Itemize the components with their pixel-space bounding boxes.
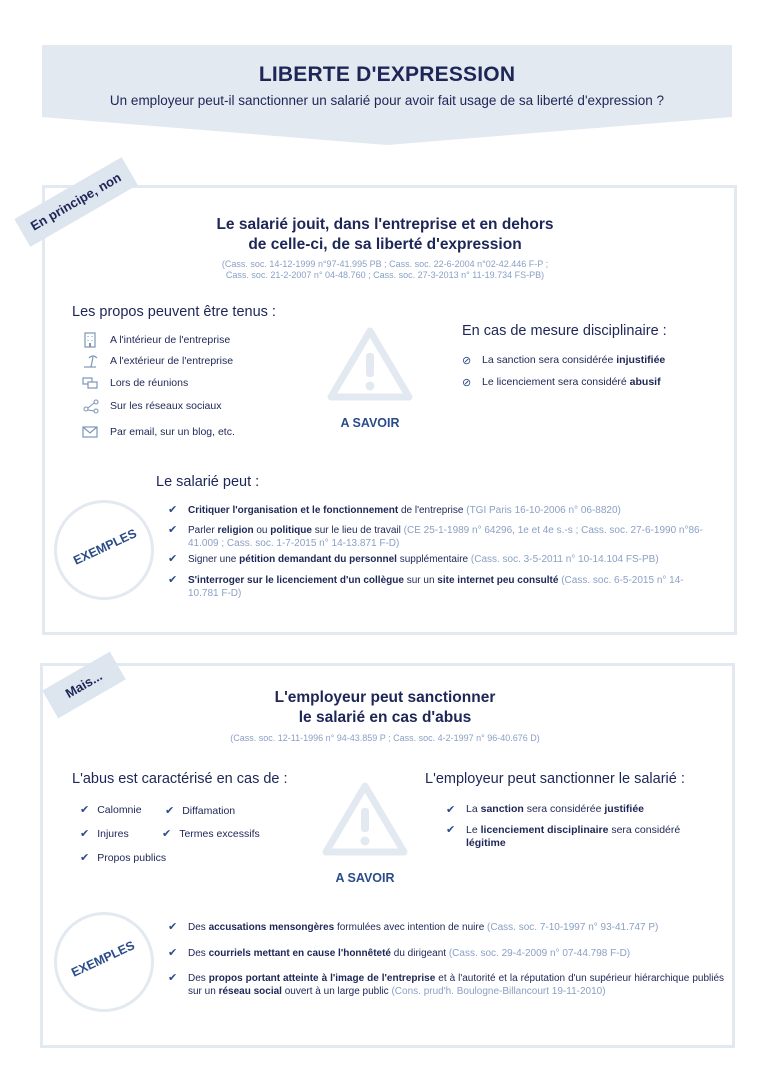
example-citation: (Cass. soc. 7-10-1997 n° 93-41.747 P) xyxy=(487,922,659,933)
abuse-item xyxy=(80,803,142,816)
example-text: de l'entreprise xyxy=(398,505,467,516)
place-label: Sur les réseaux sociaux xyxy=(110,400,222,412)
sanction-bold: légitime xyxy=(466,837,506,849)
sanction-bold: licenciement disciplinaire xyxy=(480,824,609,836)
abuse-label: Diffamation xyxy=(182,804,236,817)
abuse-tag: Mais... xyxy=(42,652,126,719)
example-bold: religion xyxy=(217,525,254,536)
header-banner xyxy=(42,45,732,145)
example-row xyxy=(168,574,708,600)
check-icon: ✔ xyxy=(80,852,90,864)
sanction-bold: sanction xyxy=(480,803,524,815)
example-row xyxy=(168,524,708,550)
example-bold: réseau social xyxy=(218,986,282,997)
building-icon xyxy=(82,332,100,348)
abuse-references: (Cass. soc. 12-11-1996 n° 94-43.859 P ; Cass. soc. 4-2-1997 n° 96-40.676 D) xyxy=(230,733,540,743)
abuse-heading-line2: le salarié en cas d'abus xyxy=(298,709,472,726)
place-item xyxy=(82,398,221,414)
sanction-text: Le xyxy=(466,824,481,836)
place-label: Lors de réunions xyxy=(110,377,189,389)
check-icon: ✔ xyxy=(168,947,178,959)
example-text: Parler xyxy=(188,525,218,536)
abuse-item xyxy=(165,804,235,817)
outdoor-icon xyxy=(82,353,100,369)
example-citation: (Cass. soc. 6-5-2015 n° 14-10.781 F-D) xyxy=(188,575,684,599)
measure-text: Le licenciement sera considéré xyxy=(482,376,630,388)
abuse-item xyxy=(80,851,166,864)
abuses-title: L'abus est caractérisé en cas de : xyxy=(72,771,288,787)
principle-heading xyxy=(150,215,620,255)
check-icon: ✔ xyxy=(168,574,178,586)
place-item xyxy=(82,353,233,369)
check-icon: ✔ xyxy=(168,524,178,536)
example-row xyxy=(168,972,724,998)
example-bold: site internet peu consulté xyxy=(437,575,559,586)
example-citation: (Cass. soc. 29-4-2009 n° 07-44.798 F-D) xyxy=(448,948,631,959)
sanction-text: La xyxy=(466,803,481,815)
sanction-text: sera considéré xyxy=(608,824,681,836)
example-citation: (TGI Paris 16-10-2006 n° 06-8820) xyxy=(466,505,621,516)
sanction-item xyxy=(446,803,716,816)
check-icon: ✔ xyxy=(165,805,175,817)
example-bold: politique xyxy=(270,525,312,536)
principle-heading-line2: de celle-ci, de sa liberté d'expression xyxy=(248,236,522,253)
example-row xyxy=(168,947,724,960)
principle-ref-line2: Cass. soc. 21-2-2007 n° 04-48.760 ; Cass. soc. 27-3-2013 n° 11-19.734 FS-PB) xyxy=(225,270,545,280)
check-icon: ✔ xyxy=(80,828,90,840)
check-icon: ✔ xyxy=(168,553,178,565)
page-subtitle: Un employeur peut-il sanctionner un salarié pour avoir fait usage de sa liberté d'expression ? xyxy=(109,93,665,108)
place-item xyxy=(82,332,230,348)
example-text: ou xyxy=(253,525,271,536)
place-item xyxy=(82,424,235,440)
warning-label: A SAVOIR xyxy=(340,416,400,430)
check-icon: ✔ xyxy=(446,824,456,836)
place-label: A l'extérieur de l'entreprise xyxy=(110,355,234,367)
examples-label: EXEMPLES xyxy=(71,526,139,568)
measures-title: En cas de mesure disciplinaire : xyxy=(462,323,667,339)
example-text: du dirigeant xyxy=(391,948,449,959)
example-row xyxy=(168,553,708,566)
place-item xyxy=(82,375,188,391)
sanction-item xyxy=(446,824,716,850)
places-title: Les propos peuvent être tenus : xyxy=(72,304,276,320)
check-icon: ✔ xyxy=(162,828,172,840)
sanction-bold: justifiée xyxy=(604,803,645,815)
example-bold: S'interroger sur le licenciement d'un collègue xyxy=(188,575,404,586)
principle-references xyxy=(150,259,620,281)
abuse-heading-line1: L'employeur peut sanctionner xyxy=(274,689,496,706)
examples-label: EXEMPLES xyxy=(69,938,137,980)
example-bold: accusations mensongères xyxy=(208,922,335,933)
check-icon: ✔ xyxy=(446,804,456,816)
example-text: Des xyxy=(188,922,209,933)
example-text: sur un xyxy=(403,575,438,586)
email-icon xyxy=(82,424,100,440)
place-label: Par email, sur un blog, etc. xyxy=(110,426,235,438)
warning-label: A SAVOIR xyxy=(335,871,395,885)
example-citation: (Cass. soc. 3-5-2011 n° 10-14.104 FS-PB) xyxy=(470,554,659,565)
measure-item xyxy=(462,376,722,389)
abuse-label: Injures xyxy=(97,827,129,840)
example-bold: pétition demandant du personnel xyxy=(239,554,397,565)
check-icon: ✔ xyxy=(168,921,178,933)
example-text: formulées avec intention de nuire xyxy=(334,922,488,933)
example-bold: courriels mettant en cause l'honnêteté xyxy=(208,948,391,959)
check-icon: ✔ xyxy=(168,972,178,984)
example-row xyxy=(168,921,724,934)
example-text: Signer une xyxy=(188,554,240,565)
measure-bold: injustifiée xyxy=(616,354,666,366)
example-text: ouvert à un large public xyxy=(281,986,392,997)
example-citation: (Cons. prud'h. Boulogne-Billancourt 19-11-2010) xyxy=(391,986,606,997)
page-title: LIBERTE D'EXPRESSION xyxy=(258,63,516,86)
place-label: A l'intérieur de l'entreprise xyxy=(110,334,231,346)
meeting-icon xyxy=(82,375,100,391)
abuse-label: Termes excessifs xyxy=(179,827,260,840)
abuse-label: Propos publics xyxy=(97,851,167,864)
abuse-label: Calomnie xyxy=(97,803,142,816)
abuse-heading xyxy=(150,688,620,728)
example-bold: propos portant atteinte à l'image de l'entreprise xyxy=(208,973,436,984)
can-title: Le salarié peut : xyxy=(156,474,260,490)
example-citation: (CE 25-1-1989 n° 64296, 1e et 4e s.-s ; Cass. soc. 27-6-1990 n°86-41.009 ; Cass. soc. 1-7-2015 n° 14-13.871 F-D) xyxy=(188,525,703,549)
example-row xyxy=(168,504,708,517)
forbidden-icon: ⊘ xyxy=(462,355,472,367)
sanction-text: sera considérée xyxy=(523,803,605,815)
abuse-item xyxy=(162,827,260,840)
social-icon xyxy=(82,398,100,414)
example-bold: Critiquer l'organisation et le fonctionnement xyxy=(188,505,399,516)
example-text: sur le lieu de travail xyxy=(311,525,404,536)
abuse-item xyxy=(80,827,129,840)
warning-icon xyxy=(325,325,415,405)
check-icon: ✔ xyxy=(168,504,178,516)
example-text: Des xyxy=(188,973,209,984)
measure-item xyxy=(462,354,722,367)
principle-heading-line1: Le salarié jouit, dans l'entreprise et en dehors xyxy=(216,216,554,233)
measure-bold: abusif xyxy=(629,376,661,388)
warning-icon xyxy=(320,780,410,860)
check-icon: ✔ xyxy=(80,804,90,816)
example-text: et à l'autorité et la réputation d'un supérieur hiérarchique publiés sur un xyxy=(188,973,725,997)
forbidden-icon: ⊘ xyxy=(462,377,472,389)
sanctions-title: L'employeur peut sanctionner le salarié : xyxy=(425,771,685,787)
example-text: supplémentaire xyxy=(396,554,471,565)
example-text: Des xyxy=(188,948,209,959)
measure-text: La sanction sera considérée xyxy=(482,354,617,366)
principle-tag: En principe, non xyxy=(14,157,137,247)
principle-ref-line1: (Cass. soc. 14-12-1999 n°97-41.995 PB ; Cass. soc. 22-6-2004 n°02-42.446 F-P ; xyxy=(221,259,549,269)
